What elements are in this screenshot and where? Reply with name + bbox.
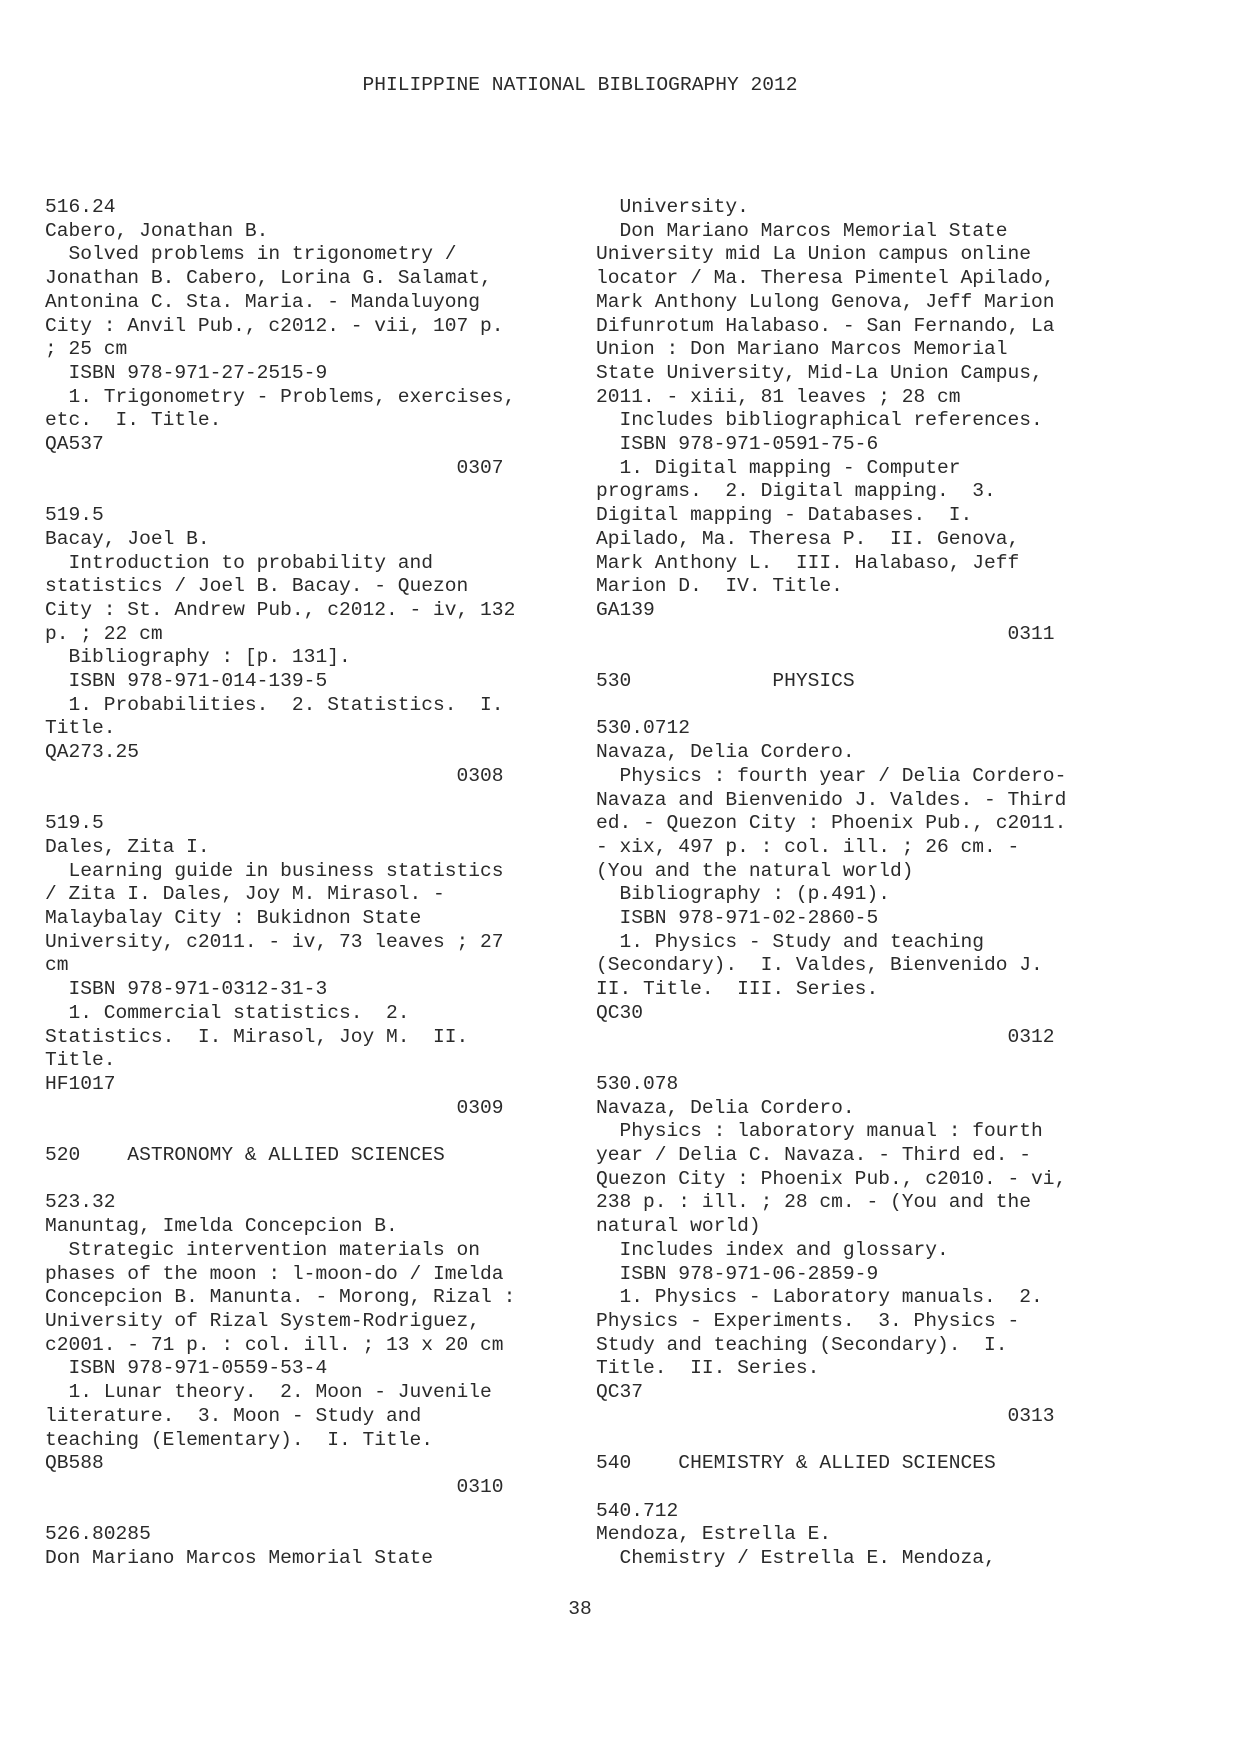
bibliography-line — [45, 789, 550, 813]
bibliography-line: cm — [45, 954, 69, 977]
bibliography-line: 530.0712 — [596, 717, 691, 740]
bibliography-line: ed. - Quezon City : Phoenix Pub., c2011. — [596, 812, 1067, 835]
bibliography-line — [45, 1120, 550, 1144]
bibliography-line: literature. 3. Moon - Study and — [45, 1404, 422, 1427]
bibliography-line: Mark Anthony Lulong Genova, Jeff Marion — [596, 290, 1055, 313]
bibliography-line: University of Rizal System-Rodriguez, — [45, 1309, 481, 1332]
bibliography-line: Navaza, Delia Cordero. — [596, 1096, 855, 1119]
bibliography-line: Difunrotum Halabaso. - San Fernando, La — [596, 314, 1055, 337]
bibliography-line: 0313 — [596, 1404, 1055, 1427]
bibliography-line: QA273.25 — [45, 741, 140, 764]
bibliography-line: Union : Don Mariano Marcos Memorial — [596, 338, 1008, 361]
bibliography-line: University mid La Union campus online — [596, 243, 1032, 266]
bibliography-line: 1. Probabilities. 2. Statistics. I. — [45, 693, 504, 716]
bibliography-line — [45, 1500, 550, 1524]
bibliography-line: statistics / Joel B. Bacay. - Quezon — [45, 575, 469, 598]
bibliography-line: 1. Lunar theory. 2. Moon - Juvenile — [45, 1381, 492, 1404]
bibliography-line: 530.078 — [596, 1072, 679, 1095]
bibliography-line: Apilado, Ma. Theresa P. II. Genova, — [596, 527, 1020, 550]
bibliography-line: Malaybalay City : Bukidnon State — [45, 907, 422, 930]
bibliography-line — [45, 1168, 550, 1192]
bibliography-line: State University, Mid-La Union Campus, — [596, 361, 1043, 384]
bibliography-line: HF1017 — [45, 1072, 116, 1095]
bibliography-line: ISBN 978-971-06-2859-9 — [596, 1262, 879, 1285]
bibliography-line: (Secondary). I. Valdes, Bienvenido J. — [596, 954, 1043, 977]
bibliography-line: ISBN 978-971-0591-75-6 — [596, 433, 879, 456]
bibliography-line: natural world) — [596, 1215, 761, 1238]
bibliography-line: 1. Commercial statistics. 2. — [45, 1001, 410, 1024]
bibliography-line: ISBN 978-971-27-2515-9 — [45, 361, 328, 384]
bibliography-line: QB588 — [45, 1452, 104, 1475]
bibliography-line: 540 CHEMISTRY & ALLIED SCIENCES — [596, 1452, 996, 1475]
bibliography-line: Navaza, Delia Cordero. — [596, 741, 855, 764]
page-title: PHILIPPINE NATIONAL BIBLIOGRAPHY 2012 — [362, 74, 798, 96]
bibliography-line: ISBN 978-971-0559-53-4 — [45, 1357, 328, 1380]
bibliography-line: 519.5 — [45, 812, 104, 835]
bibliography-line: (You and the natural world) — [596, 859, 914, 882]
bibliography-line — [45, 480, 550, 504]
right-column — [596, 196, 1101, 1571]
bibliography-line: QC37 — [596, 1381, 644, 1404]
bibliography-line: II. Title. III. Series. — [596, 978, 879, 1001]
bibliography-line: Don Mariano Marcos Memorial State — [45, 1547, 434, 1569]
bibliography-line: Title. II. Series. — [596, 1357, 820, 1380]
bibliography-line: ; 25 cm — [45, 338, 128, 361]
bibliography-line: City : Anvil Pub., c2012. - vii, 107 p. — [45, 314, 504, 337]
bibliography-line: Physics : fourth year / Delia Cordero- — [596, 764, 1067, 787]
bibliography-line: etc. I. Title. — [45, 409, 222, 432]
bibliography-line: c2001. - 71 p. : col. ill. ; 13 x 20 cm — [45, 1333, 504, 1356]
bibliography-line: 0307 — [45, 456, 504, 479]
bibliography-line: programs. 2. Digital mapping. 3. — [596, 480, 996, 503]
bibliography-line: Statistics. I. Mirasol, Joy M. II. — [45, 1025, 469, 1048]
bibliography-line: 1. Digital mapping - Computer — [596, 456, 961, 479]
bibliography-line: Jonathan B. Cabero, Lorina G. Salamat, — [45, 267, 492, 290]
bibliography-line: phases of the moon : l-moon-do / Imelda — [45, 1262, 504, 1285]
bibliography-line: teaching (Elementary). I. Title. — [45, 1428, 434, 1451]
bibliography-line: 0308 — [45, 764, 504, 787]
bibliography-line: 1. Trigonometry - Problems, exercises, — [45, 385, 516, 408]
bibliography-line: 1. Physics - Laboratory manuals. 2. — [596, 1286, 1043, 1309]
bibliography-line: GA139 — [596, 598, 655, 621]
bibliography-line: Chemistry / Estrella E. Mendoza, — [596, 1547, 996, 1569]
bibliography-line: year / Delia C. Navaza. - Third ed. - — [596, 1144, 1032, 1167]
bibliography-line: Mendoza, Estrella E. — [596, 1523, 832, 1546]
bibliography-line: 540.712 — [596, 1499, 679, 1522]
bibliography-line — [596, 1476, 1101, 1500]
bibliography-line: Bacay, Joel B. — [45, 527, 210, 550]
bibliography-line — [596, 694, 1101, 718]
bibliography-line: Marion D. IV. Title. — [596, 575, 843, 598]
bibliography-line — [596, 1049, 1101, 1073]
bibliography-line: 0311 — [596, 622, 1055, 645]
bibliography-line: Digital mapping - Databases. I. — [596, 504, 973, 527]
bibliography-line: QA537 — [45, 433, 104, 456]
bibliography-line: 238 p. : ill. ; 28 cm. - (You and the — [596, 1191, 1032, 1214]
bibliography-line: 2011. - xiii, 81 leaves ; 28 cm — [596, 385, 961, 408]
bibliography-line: Cabero, Jonathan B. — [45, 219, 269, 242]
bibliography-line: Don Mariano Marcos Memorial State — [596, 219, 1008, 242]
bibliography-line: University. — [596, 196, 749, 218]
bibliography-line: Dales, Zita I. — [45, 835, 210, 858]
bibliography-line: 1. Physics - Study and teaching — [596, 930, 985, 953]
bibliography-line: locator / Ma. Theresa Pimentel Apilado, — [596, 267, 1055, 290]
bibliography-line — [596, 646, 1101, 670]
bibliography-line: City : St. Andrew Pub., c2012. - iv, 132 — [45, 598, 516, 621]
bibliography-line: Concepcion B. Manunta. - Morong, Rizal : — [45, 1286, 516, 1309]
bibliography-line: ISBN 978-971-0312-31-3 — [45, 978, 328, 1001]
bibliography-line: Study and teaching (Secondary). I. — [596, 1333, 1008, 1356]
bibliography-line: Manuntag, Imelda Concepcion B. — [45, 1215, 398, 1238]
bibliography-line: 520 ASTRONOMY & ALLIED SCIENCES — [45, 1144, 445, 1167]
bibliography-line: Strategic intervention materials on — [45, 1238, 481, 1261]
bibliography-line: Bibliography : (p.491). — [596, 883, 890, 906]
page-number: 38 — [568, 1598, 592, 1620]
bibliography-line: 0309 — [45, 1096, 504, 1119]
bibliography-line: Includes bibliographical references. — [596, 409, 1043, 432]
bibliography-line: Physics : laboratory manual : fourth — [596, 1120, 1043, 1143]
bibliography-line: Quezon City : Phoenix Pub., c2010. - vi, — [596, 1167, 1067, 1190]
bibliography-line: Introduction to probability and — [45, 551, 434, 574]
bibliography-line: 0312 — [596, 1025, 1055, 1048]
left-column — [45, 196, 550, 1571]
bibliography-line: 523.32 — [45, 1191, 116, 1214]
bibliography-line: Bibliography : [p. 131]. — [45, 646, 351, 669]
bibliography-line: p. ; 22 cm — [45, 622, 163, 645]
bibliography-line: Title. — [45, 1049, 116, 1072]
bibliography-line: ISBN 978-971-02-2860-5 — [596, 907, 879, 930]
bibliography-line: QC30 — [596, 1001, 644, 1024]
bibliography-line: Navaza and Bienvenido J. Valdes. - Third — [596, 788, 1067, 811]
bibliography-line: 0310 — [45, 1475, 504, 1498]
bibliography-line: Physics - Experiments. 3. Physics - — [596, 1310, 1020, 1332]
bibliography-line — [596, 1429, 1101, 1453]
bibliography-line: Mark Anthony L. III. Halabaso, Jeff — [596, 551, 1020, 574]
bibliography-line: ISBN 978-971-014-139-5 — [45, 670, 328, 693]
bibliography-line: Learning guide in business statistics — [45, 859, 504, 882]
bibliography-line: Title. — [45, 717, 116, 740]
bibliography-line: 516.24 — [45, 196, 116, 218]
bibliography-line: 526.80285 — [45, 1523, 151, 1546]
bibliography-line: Solved problems in trigonometry / — [45, 243, 457, 266]
bibliography-line: 530 PHYSICS — [596, 670, 855, 693]
bibliography-line: University, c2011. - iv, 73 leaves ; 27 — [45, 930, 504, 953]
bibliography-line: Antonina C. Sta. Maria. - Mandaluyong — [45, 290, 481, 313]
bibliography-line: / Zita I. Dales, Joy M. Mirasol. - — [45, 883, 445, 906]
bibliography-line: 519.5 — [45, 504, 104, 527]
bibliography-line: Includes index and glossary. — [596, 1238, 949, 1261]
bibliography-line: - xix, 497 p. : col. ill. ; 26 cm. - — [596, 835, 1020, 858]
